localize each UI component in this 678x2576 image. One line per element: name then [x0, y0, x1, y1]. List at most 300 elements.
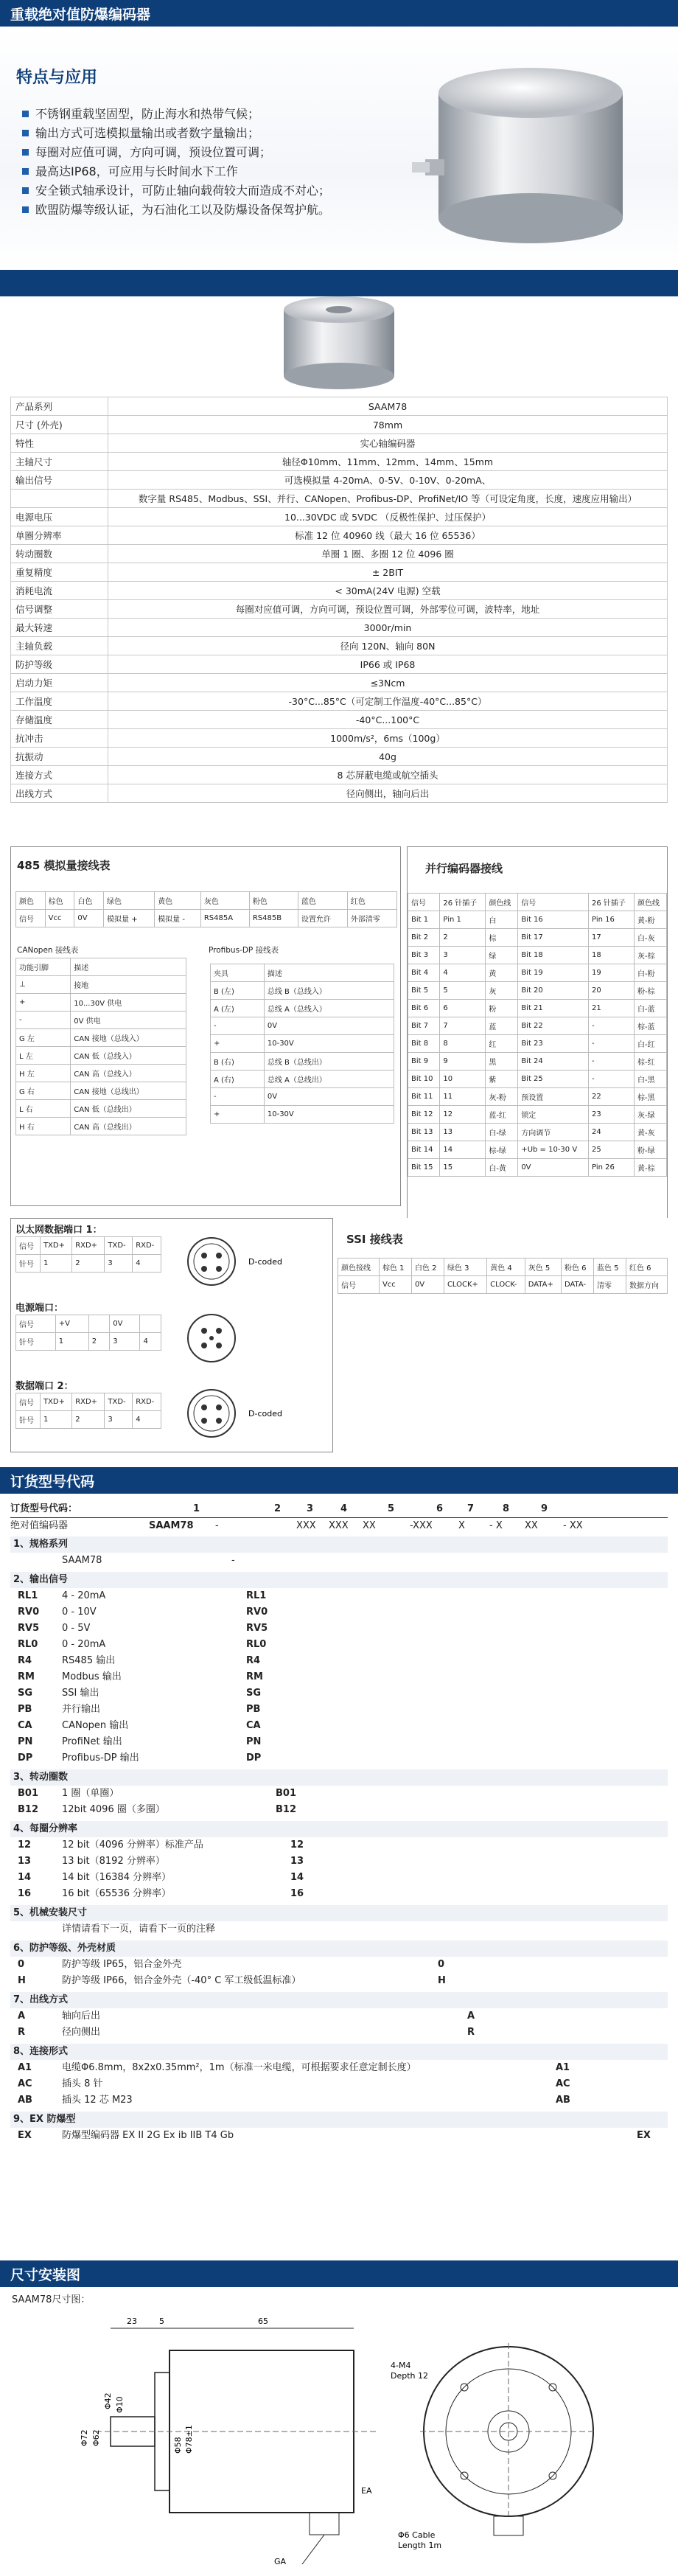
table-row: [16, 1012, 186, 1029]
table-cell: 2: [440, 929, 486, 947]
spec-key: [11, 490, 108, 508]
spec-value: ≤3Ncm: [108, 674, 668, 692]
table-header-cell: 红色 6: [626, 1259, 667, 1276]
feature-item: 输出方式可选模拟量输出或者数字量输出；: [22, 124, 330, 143]
order-option-value: R4: [246, 1655, 261, 1666]
ssi-box: [338, 1218, 668, 1318]
order-row: [10, 1685, 668, 1702]
table-header-cell: 信号: [16, 1237, 41, 1255]
table-cell: 0V: [518, 1159, 589, 1177]
order-option-code: R4: [18, 1655, 32, 1666]
table-cell: CAN 接地（总线出）: [71, 1082, 186, 1100]
order-option-desc: Profibus-DP 输出: [62, 1752, 139, 1764]
table-header-cell: TXD-: [105, 1237, 133, 1255]
order-option-desc: RS485 输出: [62, 1655, 116, 1666]
dimension-drawing: [81, 2306, 641, 2572]
order-row: [10, 2060, 668, 2076]
spec-row: [11, 692, 668, 711]
table-row: [211, 1017, 394, 1035]
spec-row: [11, 619, 668, 637]
order-row: [10, 1870, 668, 1886]
table-header-cell: RXD-: [133, 1237, 161, 1255]
order-option-value: RV5: [246, 1623, 268, 1634]
spec-key: 输出信号: [11, 471, 108, 490]
table-cell: ⊥: [16, 976, 71, 994]
spec-key: 信号调整: [11, 600, 108, 619]
order-option-code: B12: [18, 1804, 38, 1815]
order-option-code: R: [18, 2027, 26, 2038]
table-cell: 灰: [486, 982, 518, 1000]
table-cell: 19: [589, 964, 635, 982]
table-header-cell: 描述: [71, 958, 186, 976]
table-header-cell: 白色 2: [411, 1259, 444, 1276]
table-cell: 3: [110, 1333, 140, 1351]
spec-row: [11, 600, 668, 619]
table-row: [211, 1035, 394, 1053]
table-cell: 12: [440, 1106, 486, 1124]
data2-table: [15, 1393, 161, 1429]
dims-band: [0, 2260, 678, 2287]
order-option-code: PB: [18, 1704, 32, 1715]
order-section-title: 8、连接形式: [13, 2046, 69, 2057]
order-option-code: PN: [18, 1736, 33, 1747]
order-option-value: 13: [290, 1856, 304, 1867]
table-cell: 17: [589, 929, 635, 947]
order-row: [10, 1553, 668, 1569]
table-cell: 针号: [16, 1411, 41, 1429]
dim-label-3: 4-M4: [391, 2361, 411, 2370]
table-row: [408, 1159, 667, 1177]
spec-value: 轴径Φ10mm、11mm、12mm、14mm、15mm: [108, 453, 668, 471]
order-option-desc: 防护等级 IP65，铝合金外壳: [62, 1959, 182, 1970]
order-option-code: 12: [18, 1839, 32, 1851]
spec-key: 电源电压: [11, 508, 108, 526]
order-row: [10, 1536, 668, 1553]
table-row: [16, 1065, 186, 1082]
ethernet-coded-label: D-coded: [248, 1257, 282, 1267]
table-cell: Bit 2: [408, 929, 440, 947]
order-option-desc: 电缆Φ6.8mm，8x2x0.35mm²，1m（标准一米电缆，可根据要求任意定制长度）: [62, 2062, 416, 2073]
order-option-desc: SAAM78: [62, 1555, 102, 1566]
order-option-value: RV0: [246, 1606, 268, 1618]
order-option-value: 16: [290, 1888, 304, 1899]
order-row: [10, 2044, 668, 2060]
dim-label-14: Φ58: [173, 2437, 183, 2454]
order-option-value: PB: [246, 1704, 261, 1715]
order-row: [10, 2076, 668, 2092]
spec-value: 8 芯屏蔽电缆或航空插头: [108, 766, 668, 784]
order-code-part: XXX: [329, 1520, 349, 1531]
order-row: [10, 2092, 668, 2109]
table-row: [408, 1106, 667, 1124]
order-option-value: AC: [556, 2078, 570, 2089]
features-section: [0, 27, 678, 270]
order-col-number: 8: [503, 1503, 510, 1514]
table-cell: 红: [486, 1035, 518, 1053]
spec-row: [11, 397, 668, 416]
table-cell: Bit 7: [408, 1017, 440, 1035]
order-option-code: RL1: [18, 1590, 38, 1601]
table-header-cell: 信号: [16, 1393, 41, 1411]
spec-key: 转动圈数: [11, 545, 108, 563]
dim-label-4: Depth 12: [391, 2371, 428, 2381]
table-header-row: [16, 1315, 161, 1333]
table-cell: 模拟量 -: [155, 910, 201, 927]
table-row: [408, 1053, 667, 1071]
order-option-value: PN: [246, 1736, 262, 1747]
wiring-485-table: [15, 891, 397, 927]
table-cell: 白-绿: [486, 1124, 518, 1141]
spec-key: 主轴尺寸: [11, 453, 108, 471]
table-cell: Bit 24: [518, 1053, 589, 1071]
order-option-value: 0: [438, 1959, 445, 1970]
table-cell: 0V: [264, 1088, 394, 1106]
order-row: [10, 1821, 668, 1837]
table-header-cell: 26 针插子: [440, 894, 486, 911]
order-option-value: SG: [246, 1688, 262, 1699]
order-option-code: H: [18, 1975, 26, 1986]
order-option-value: RL0: [246, 1639, 267, 1650]
header-bar: [0, 0, 678, 27]
table-row: [16, 1029, 186, 1047]
table-row: [16, 1255, 161, 1273]
table-cell: 黄: [486, 964, 518, 982]
table-cell: 紫: [486, 1071, 518, 1088]
table-cell: DATA-: [561, 1276, 593, 1294]
table-cell: 3: [105, 1255, 133, 1273]
table-cell: 信号: [16, 910, 46, 927]
table-cell: Bit 14: [408, 1141, 440, 1159]
table-cell: Bit 1: [408, 911, 440, 929]
table-cell: -: [589, 1053, 635, 1071]
order-row: [10, 1905, 668, 1921]
table-cell: Bit 6: [408, 1000, 440, 1017]
table-cell: 总线 B（总线入）: [264, 982, 394, 1000]
order-row: [10, 1718, 668, 1734]
table-header-row: [16, 1393, 161, 1411]
table-cell: 粉-棕: [634, 982, 666, 1000]
spec-row: [11, 508, 668, 526]
table-cell: Bit 17: [518, 929, 589, 947]
table-cell: 蓝: [486, 1017, 518, 1035]
order-col-number: 4: [340, 1503, 348, 1514]
order-col-number: 9: [541, 1503, 548, 1514]
profibus-title: Profibus-DP 接线表: [209, 946, 279, 955]
table-cell: 白-蓝: [634, 1000, 666, 1017]
order-option-value: RL1: [246, 1590, 267, 1601]
order-option-code: CA: [18, 1720, 32, 1731]
table-header-cell: TXD-: [105, 1393, 133, 1411]
table-cell: 20: [589, 982, 635, 1000]
order-option-value: DP: [246, 1752, 262, 1764]
table-cell: 4: [133, 1255, 161, 1273]
spec-row: [11, 784, 668, 803]
table-row: [408, 1035, 667, 1053]
spec-value: -40°C...100°C: [108, 711, 668, 729]
feature-item: 欧盟防爆等级认证，为石油化工以及防爆设备保驾护航。: [22, 201, 330, 220]
table-header-cell: 描述: [264, 964, 394, 982]
spec-key: 主轴负载: [11, 637, 108, 655]
table-row: [16, 994, 186, 1012]
spec-row: [11, 416, 668, 434]
spec-key: 最大转速: [11, 619, 108, 637]
table-header-cell: 颜色线: [486, 894, 518, 911]
table-header-cell: 功能引脚: [16, 958, 71, 976]
table-cell: Bit 13: [408, 1124, 440, 1141]
table-row: [408, 1141, 667, 1159]
wiring-485-box: [10, 846, 401, 1206]
table-cell: 1: [40, 1255, 71, 1273]
table-cell: 黄-粉: [634, 911, 666, 929]
table-cell: 11: [440, 1088, 486, 1106]
order-row: [10, 1786, 668, 1802]
table-row: [408, 1124, 667, 1141]
table-cell: Bit 16: [518, 911, 589, 929]
table-header-cell: 0V: [110, 1315, 140, 1333]
table-header-cell: [88, 1315, 110, 1333]
encoder-photo: [409, 49, 667, 255]
spec-value: 每圈对应值可调，方向可调，预设位置可调，外部零位可调，波特率，地址: [108, 600, 668, 619]
table-cell: 25: [589, 1141, 635, 1159]
features-list: [22, 105, 330, 220]
table-cell: Bit 22: [518, 1017, 589, 1035]
table-header-cell: 蓝色 5: [593, 1259, 626, 1276]
order-row: [10, 1853, 668, 1870]
ethernet-title: 以太网数据端口 1：: [15, 1225, 102, 1236]
order-section-title: 6、防护等级、外壳材质: [13, 1943, 116, 1954]
table-cell: 总线 A（总线入）: [264, 1000, 394, 1017]
spec-row: [11, 490, 668, 508]
table-header-cell: 黄色: [155, 892, 201, 910]
feature-item: 最高达IP68，可应用与长时间水下工作: [22, 162, 330, 181]
order-row: [10, 1802, 668, 1818]
table-cell: 设置允许: [298, 910, 347, 927]
order-code-part: - X: [489, 1520, 503, 1531]
table-cell: H 右: [16, 1118, 71, 1135]
order-row: [10, 1702, 668, 1718]
table-cell: Bit 20: [518, 982, 589, 1000]
table-row: [408, 1071, 667, 1088]
table-row: [211, 1071, 394, 1088]
spec-row: [11, 471, 668, 490]
order-row: [10, 1973, 668, 1989]
spec-table: [10, 397, 668, 803]
order-option-value: B12: [276, 1804, 296, 1815]
table-cell: 灰-棕: [634, 947, 666, 964]
dim-label-7: Length 1m: [398, 2541, 442, 2550]
spec-key: 单圈分辨率: [11, 526, 108, 545]
order-row: [10, 1621, 668, 1637]
table-cell: CAN 高（总线出）: [71, 1118, 186, 1135]
table-cell: B (右): [211, 1053, 265, 1071]
table-cell: 白-粉: [634, 964, 666, 982]
table-cell: Bit 5: [408, 982, 440, 1000]
table-cell: 10-30V: [264, 1106, 394, 1124]
table-cell: Bit 9: [408, 1053, 440, 1071]
table-header-row: [16, 958, 186, 976]
spec-key: 连接方式: [11, 766, 108, 784]
encoder-photo-small: [276, 288, 402, 391]
table-cell: 总线 B（总线出）: [264, 1053, 394, 1071]
table-cell: +: [211, 1106, 265, 1124]
order-row: [10, 1669, 668, 1685]
order-option-desc: SSI 输出: [62, 1688, 99, 1699]
table-cell: Bit 10: [408, 1071, 440, 1088]
table-cell: -: [211, 1017, 265, 1035]
order-row: [10, 1637, 668, 1653]
order-code-part: XX: [525, 1520, 538, 1531]
dim-label-11: Φ42: [103, 2392, 113, 2409]
table-header-cell: 黄色 4: [487, 1259, 525, 1276]
order-section-title: 4、每圈分辨率: [13, 1823, 78, 1834]
order-option-value: B01: [276, 1788, 296, 1799]
order-code: [10, 1501, 668, 2256]
order-option-desc: 16 bit（65536 分辨率）: [62, 1888, 172, 1899]
table-cell: Bit 8: [408, 1035, 440, 1053]
order-code-part: -: [215, 1520, 219, 1531]
table-cell: CLOCK+: [444, 1276, 486, 1294]
order-option-code: RV0: [18, 1606, 40, 1618]
table-cell: H 左: [16, 1065, 71, 1082]
table-cell: B (左): [211, 982, 265, 1000]
table-row: [16, 1082, 186, 1100]
table-cell: 6: [440, 1000, 486, 1017]
table-cell: 10...30V 供电: [71, 994, 186, 1012]
table-cell: RS485A: [200, 910, 249, 927]
order-option-desc: 1 圈（单圈）: [62, 1788, 119, 1799]
dim-label-1: 5: [159, 2316, 164, 2326]
order-row: [10, 1940, 668, 1957]
table-row: [211, 1088, 394, 1106]
table-cell: -: [589, 1071, 635, 1088]
table-cell: +: [16, 994, 71, 1012]
order-row: [10, 1734, 668, 1750]
table-header-cell: +V: [55, 1315, 88, 1333]
order-section-title: 7、出线方式: [13, 1994, 69, 2005]
table-cell: L 左: [16, 1047, 71, 1065]
spec-value: 可选模拟量 4-20mA、0-5V、0-10V、0-20mA、: [108, 471, 668, 490]
table-cell: 黄-棕: [634, 1159, 666, 1177]
table-row: [16, 910, 397, 927]
table-cell: -: [211, 1088, 265, 1106]
table-cell: 棕-红: [634, 1053, 666, 1071]
table-cell: 外部清零: [347, 910, 396, 927]
order-col-number: 1: [193, 1503, 200, 1514]
spec-key: 重复精度: [11, 563, 108, 582]
order-row: [10, 2008, 668, 2025]
spec-row: [11, 453, 668, 471]
table-cell: 白-黑: [634, 1071, 666, 1088]
order-option-value: R: [467, 2027, 475, 2038]
order-option-code: RM: [18, 1671, 35, 1682]
spec-value: 10...30VDC 或 5VDC （反极性保护、过压保护）: [108, 508, 668, 526]
ssi-title: SSI 接线表: [346, 1233, 403, 1246]
table-cell: 绿: [486, 947, 518, 964]
order-col-number: 5: [388, 1503, 395, 1514]
spec-value: -30°C...85°C（可定制工作温度-40°C...85°C）: [108, 692, 668, 711]
order-option-desc: 插头 8 针: [62, 2078, 103, 2089]
dim-label-13: Φ78±1: [184, 2425, 194, 2454]
spec-key: 抗振动: [11, 748, 108, 766]
order-code-part: - XX: [563, 1520, 583, 1531]
table-cell: 4: [133, 1411, 161, 1429]
order-option-desc: 12 bit（4096 分辨率）标准产品: [62, 1839, 203, 1851]
spec-key: 启动力矩: [11, 674, 108, 692]
table-header-cell: 棕色: [45, 892, 74, 910]
spec-key: 防护等级: [11, 655, 108, 674]
order-option-desc: 轴向后出: [62, 2011, 101, 2022]
spec-value: 3000r/min: [108, 619, 668, 637]
wiring-485-title: 485 模拟量接线表: [17, 859, 111, 872]
table-cell: 灰-粉: [486, 1088, 518, 1106]
table-cell: +Ub = 10-30 V: [518, 1141, 589, 1159]
order-section-title: 5、机械安装尺寸: [13, 1907, 88, 1918]
spec-value: 78mm: [108, 416, 668, 434]
table-cell: Bit 12: [408, 1106, 440, 1124]
table-cell: 1: [55, 1333, 88, 1351]
spec-key: 抗冲击: [11, 729, 108, 748]
spec-row: [11, 637, 668, 655]
table-cell: 接地: [71, 976, 186, 994]
order-option-code: 0: [18, 1959, 25, 1970]
table-header-cell: RXD-: [133, 1393, 161, 1411]
order-code-model: SAAM78: [149, 1520, 194, 1531]
order-row: [10, 1604, 668, 1621]
order-option-desc: 0 - 5V: [62, 1623, 91, 1634]
order-band: [0, 1467, 678, 1494]
order-option-value: AB: [556, 2095, 570, 2106]
table-cell: Bit 4: [408, 964, 440, 982]
table-cell: CAN 接地（总线入）: [71, 1029, 186, 1047]
spec-value: < 30mA(24V 电源) 空载: [108, 582, 668, 600]
table-row: [408, 964, 667, 982]
spec-row: [11, 545, 668, 563]
table-cell: Pin 16: [589, 911, 635, 929]
table-cell: Bit 11: [408, 1088, 440, 1106]
order-option-code: A1: [18, 2062, 32, 2073]
table-header-cell: 26 针插子: [589, 894, 635, 911]
order-code-part: -XXX: [410, 1520, 433, 1531]
order-col-number: 7: [467, 1503, 475, 1514]
canopen-table: [15, 958, 186, 1135]
spec-value: 单圈 1 圈、多圈 12 位 4096 圈: [108, 545, 668, 563]
table-cell: 21: [589, 1000, 635, 1017]
table-header-cell: [140, 1315, 161, 1333]
table-cell: 5: [440, 982, 486, 1000]
table-row: [408, 1000, 667, 1017]
order-option-code: DP: [18, 1752, 33, 1764]
table-header-cell: 红色: [347, 892, 396, 910]
table-cell: 23: [589, 1106, 635, 1124]
order-code-part: X: [458, 1520, 465, 1531]
table-cell: 0V: [411, 1276, 444, 1294]
order-col-number: 2: [274, 1503, 282, 1514]
order-option-desc: 0 - 20mA: [62, 1639, 106, 1650]
order-option-code: SG: [18, 1688, 33, 1699]
table-cell: 方向调节: [518, 1124, 589, 1141]
order-option-desc: 防护等级 IP66，铝合金外壳（-40° C 军工级低温标准）: [62, 1975, 301, 1986]
table-header-cell: RXD+: [72, 1393, 105, 1411]
order-band-title: 订货型号代码: [10, 1473, 95, 1490]
power-table: [15, 1315, 161, 1351]
table-cell: 黑: [486, 1053, 518, 1071]
table-row: [16, 1100, 186, 1118]
table-cell: Vcc: [45, 910, 74, 927]
table-cell: 预设置: [518, 1088, 589, 1106]
table-cell: 信号: [338, 1276, 380, 1294]
table-cell: 白-灰: [634, 929, 666, 947]
table-header-cell: 白色: [74, 892, 104, 910]
